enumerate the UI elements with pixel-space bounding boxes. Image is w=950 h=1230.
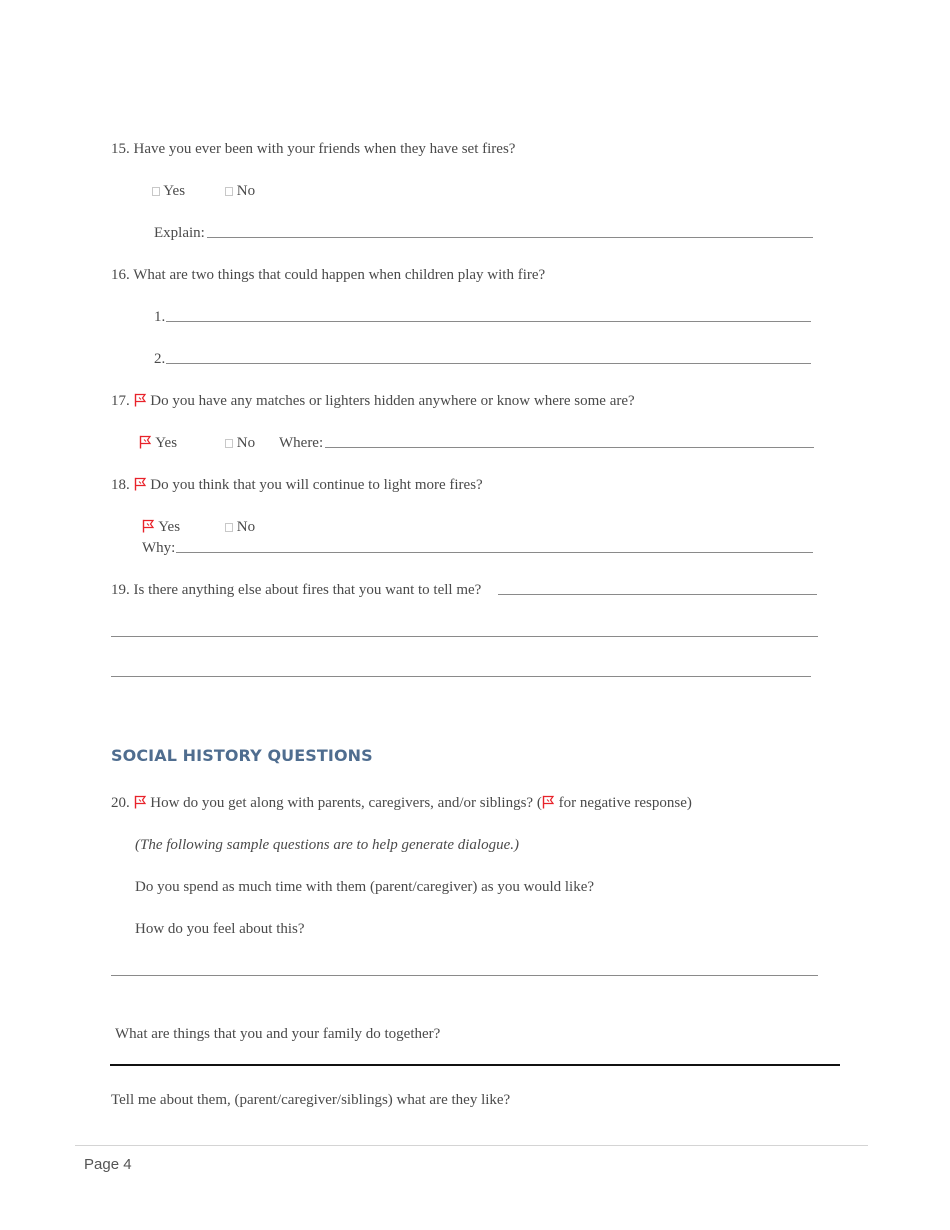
footer-divider [75,1145,868,1146]
q15-explain-label: Explain: [154,225,205,241]
checkbox-icon[interactable] [225,523,233,532]
red-flag-icon [139,435,152,449]
red-flag-icon [134,393,147,407]
q18-text: Do you think that you will continue to light more fires? [150,477,483,493]
q17-text: Do you have any matches or lighters hidden anywhere or know where some are? [150,393,635,409]
q16-item-2-field[interactable] [166,363,811,364]
q17-where-label: Where: [279,435,324,451]
checkbox-icon[interactable] [152,187,160,196]
checkbox-icon[interactable] [225,439,233,448]
red-flag-icon [542,795,555,809]
q19-answer-field-2[interactable] [111,636,818,637]
q17-number: 17. [111,393,130,409]
q16-item-1-label: 1. [154,309,166,325]
q18-yes-option[interactable] [142,518,180,536]
red-flag-icon [134,477,147,491]
q18-no-option[interactable] [225,518,255,536]
red-flag-icon [134,795,147,809]
question-20 [111,794,692,812]
q20-answer-field-2[interactable] [110,1064,840,1066]
q15-yes-label: Yes [163,183,186,199]
page-number: Page 4 [84,1156,132,1173]
q17-no-label: No [236,435,256,451]
question-16-text: 16. What are two things that could happen when children play with fire? [111,267,546,283]
q18-yes-label: Yes [158,519,181,535]
q18-no-label: No [236,519,256,535]
q20-prompt-3: What are things that you and your family do together? [115,1026,441,1042]
q15-no-label: No [236,183,256,199]
question-15-text: 15. Have you ever been with your friends when they have set fires? [111,141,516,157]
q20-answer-field-1[interactable] [111,975,818,976]
q20-prompt-1: Do you spend as much time with them (parent/caregiver) as you would like? [135,879,595,895]
q20-prompt-4: Tell me about them, (parent/caregiver/siblings) what are they like? [111,1092,511,1108]
q15-explain-field[interactable] [207,237,813,238]
question-18 [111,476,483,494]
q20-note: (The following sample questions are to help generate dialogue.) [135,837,519,853]
q17-yes-option[interactable] [139,434,177,452]
q15-yes-option[interactable] [152,182,185,200]
q18-number: 18. [111,477,130,493]
q17-no-option[interactable] [225,434,255,452]
q16-item-1-field[interactable] [166,321,811,322]
question-19-text: 19. Is there anything else about fires that you want to tell me? [111,582,482,598]
checkbox-icon[interactable] [225,187,233,196]
red-flag-icon [142,519,155,533]
q17-where-field[interactable] [325,447,814,448]
q18-why-field[interactable] [176,552,813,553]
q20-text: How do you get along with parents, caregivers, and/or siblings? ( [150,795,542,811]
q17-yes-label: Yes [155,435,178,451]
section-heading: SOCIAL HISTORY QUESTIONS [111,746,373,765]
q19-answer-field-3[interactable] [111,676,811,677]
q20-number: 20. [111,795,130,811]
q19-answer-field-1[interactable] [498,594,817,595]
q16-item-2-label: 2. [154,351,166,367]
q20-prompt-2: How do you feel about this? [135,921,305,937]
q20-text-end: for negative response) [558,795,692,811]
q15-no-option[interactable] [225,182,255,200]
question-17 [111,392,635,410]
q18-why-label: Why: [142,540,176,556]
